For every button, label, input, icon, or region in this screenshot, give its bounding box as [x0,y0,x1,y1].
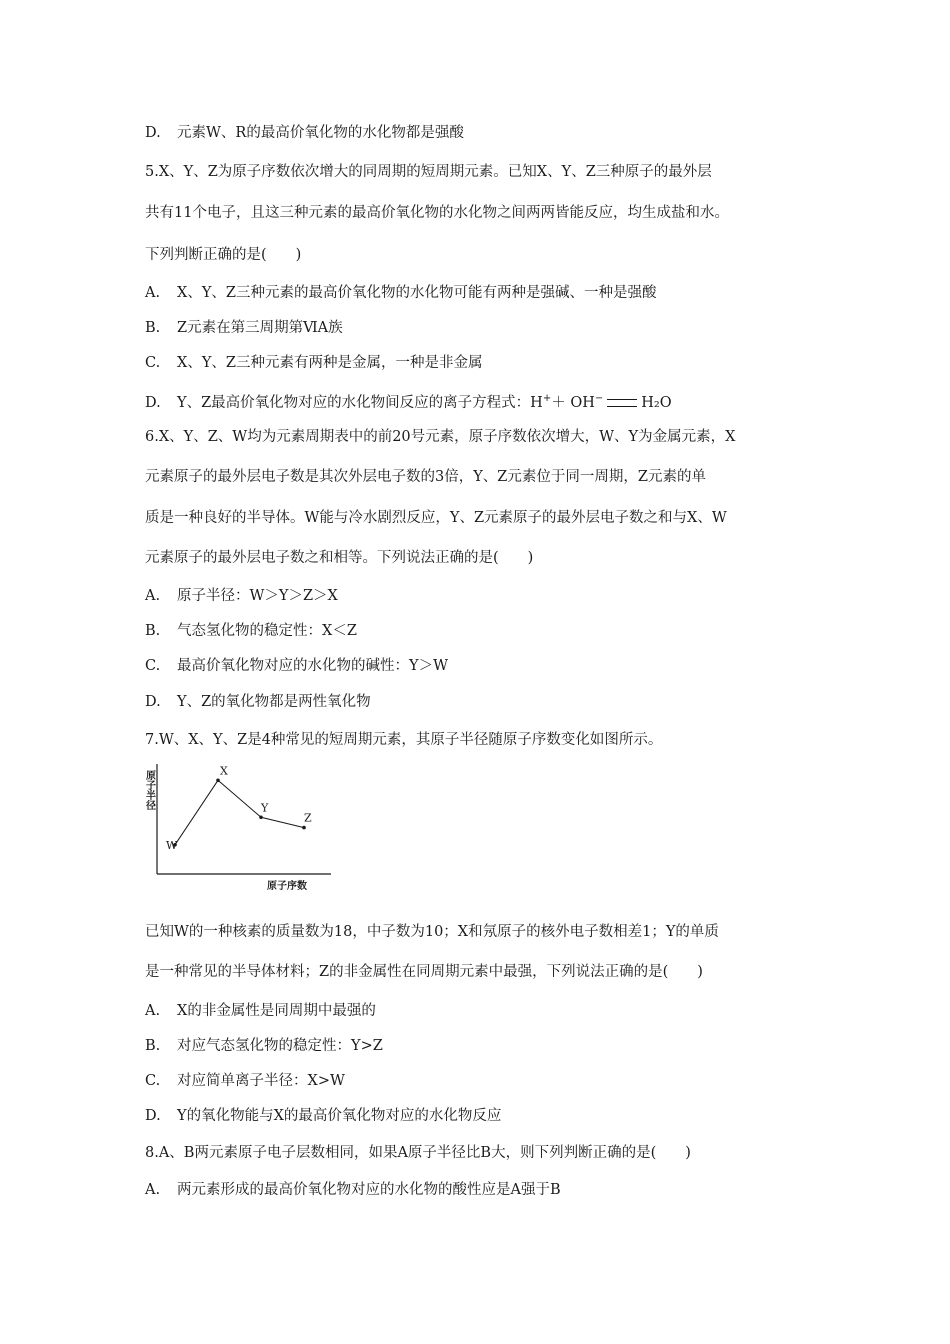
q5-stem-line-2: 共有11个电子，且这三种元素的最高价氧化物的水化物之间两两皆能反应，均生成盐和水。 [145,205,729,221]
q7-option-b [145,1036,383,1056]
q6-option-b [145,621,357,641]
q6-option-d [145,692,371,712]
option-text: 元素W、R的最高价氧化物的水化物都是强酸 [177,125,464,141]
option-text: Z元素在第三周期第ⅥA族 [177,320,343,336]
data-point-z [302,826,306,830]
option-letter: D. [145,125,161,141]
q5-stem-line-3: 下列判断正确的是( ) [145,247,302,263]
x-axis-label: 原子序数 [267,881,307,892]
option-text: 对应简单离子半径：X>W [177,1073,345,1089]
option-letter: B. [145,320,161,336]
q7-option-c [145,1071,345,1091]
formula-water: H₂O [641,394,672,411]
atomic-radius-plot [145,758,335,893]
formula-oh: OH [570,394,595,411]
point-label-x: X [220,764,228,778]
option-text: Y、Z的氧化物都是两性氧化物 [177,694,371,710]
q5-option-d [145,389,672,413]
q4-option-d [145,123,464,143]
option-letter: A. [145,285,161,301]
option-text: 原子半径：W＞Y＞Z＞X [177,588,338,604]
q7-option-a [145,1001,376,1021]
option-letter: B. [145,1038,161,1054]
q6-option-a [145,586,338,606]
q6-stem-line-1: 6.X、Y、Z、W均为元素周期表中的前20号元素，原子序数依次增大，W、Y为金属元素，X [145,429,736,445]
formula-plus: ＋ [551,394,566,411]
q5-stem-line-1: 5.X、Y、Z为原子序数依次增大的同周期的短周期元素。已知X、Y、Z三种原子的最外层 [145,164,712,180]
option-letter: C. [145,658,161,674]
option-letter: D. [145,394,161,411]
formula-h: H [530,394,543,411]
option-text: Y的氧化物能与X的最高价氧化物对应的水化物反应 [177,1108,502,1124]
q6-stem-line-3: 质是一种良好的半导体。W能与冷水剧烈反应，Y、Z元素原子的最外层电子数之和与X、W [145,510,727,526]
option-letter: A. [145,1182,161,1198]
q7-stem-line-2: 已知W的一种核素的质量数为18，中子数为10；X和氖原子的核外电子数相差1；Y的单质 [145,924,719,940]
option-letter: D. [145,1108,161,1124]
formula-h-charge: + [542,393,552,404]
data-point-y [259,815,263,819]
option-text: 最高价氧化物对应的水化物的碱性：Y＞W [177,658,448,674]
q7-option-d [145,1106,501,1126]
point-label-z: Z [304,811,312,825]
option-text: X、Y、Z三种元素的最高价氧化物的水化物可能有两种是强碱、一种是强酸 [177,285,657,301]
q7-stem-line-3: 是一种常见的半导体材料；Z的非金属性在同周期元素中最强，下列说法正确的是( ) [145,964,703,980]
q7-stem-line-1: 7.W、X、Y、Z是4种常见的短周期元素，其原子半径随原子序数变化如图所示。 [145,732,663,748]
q5-option-a [145,283,656,303]
option-text: 对应气态氢化物的稳定性：Y>Z [177,1038,383,1054]
y-axis-label: 原子半径 [143,770,155,810]
option-text: Y、Z最高价氧化物对应的水化物间反应的离子方程式： [177,394,531,411]
data-point-x [216,779,220,783]
point-label-y: Y [261,801,269,815]
option-letter: C. [145,1073,161,1089]
option-letter: A. [145,588,161,604]
q5-option-c [145,353,482,373]
q6-option-c [145,656,448,676]
formula-oh-charge: − [594,393,604,404]
option-text: X、Y、Z三种元素有两种是金属，一种是非金属 [177,355,483,371]
q5-option-b [145,318,343,338]
q6-stem-line-2: 元素原子的最外层电子数是其次外层电子数的3倍，Y、Z元素位于同一周期，Z元素的单 [145,469,706,485]
q8-stem-line-1: 8.A、B两元素原子电子层数相同，如果A原子半径比B大，则下列判断正确的是( ) [145,1145,691,1161]
option-text: 气态氢化物的稳定性：X＜Z [177,623,357,639]
radius-trend-line [175,780,304,845]
option-text: 两元素形成的最高价氧化物对应的水化物的酸性应是A强于B [177,1182,561,1198]
equal-sign [607,399,637,407]
option-letter: B. [145,623,161,639]
atomic-radius-figure [145,758,335,893]
q6-stem-line-4: 元素原子的最外层电子数之和相等。下列说法正确的是( ) [145,550,534,566]
option-letter: D. [145,694,161,710]
option-letter: A. [145,1003,161,1019]
option-letter: C. [145,355,161,371]
point-label-w: W [166,838,178,852]
q8-option-a [145,1180,561,1200]
option-text: X的非金属性是同周期中最强的 [177,1003,376,1019]
